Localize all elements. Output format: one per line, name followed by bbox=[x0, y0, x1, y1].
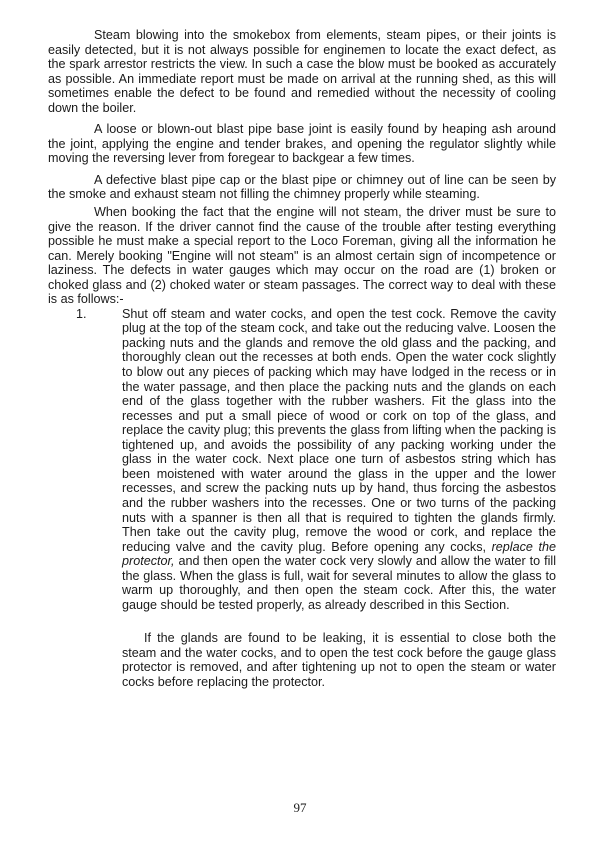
document-page bbox=[48, 28, 556, 690]
list-item-text bbox=[122, 307, 556, 612]
paragraph-booking-defects: When booking the fact that the engine will not steam, the driver must be sure to give the reason. If the driver cannot find the cause of the trouble after testing everything possible he must make a special report to the Loco Foreman, giving all the information he can. Merely booking "Engine will not steam" is an almost certain sign of incompetence or laziness. The defects in water gauges which may occur on the road are (1) broken or choked glass and (2) choked water or steam passages. The correct way to deal with these is as follows:- bbox=[48, 205, 556, 307]
list-item-number: 1. bbox=[76, 306, 87, 321]
list-item bbox=[76, 307, 556, 612]
list-item-text-before: Shut off steam and water cocks, and open the test cock. Remove the cavity plug at the top of the steam cock, and take out the reducing valve. Loosen the packing nuts and the glands and remove the old glass and the packing, and thoroughly clean out the recesses at both ends. Open the water cock slightly to blow out any pieces of packing which may have lodged in the recess or in the water passage, and then place the packing nuts and the glands on each end of the glass together with the rubber washers. Fit the glass into the recesses and put a small piece of wood or cork on top of the glass, and replace the cavity plug; this prevents the glass from lifting when the packing is tightened up, and avoids the possibility of any packing working under the glass in the water cock. Next place one turn of asbestos string which has been moistened with water around the glass in the upper and the lower recesses, and screw the packing nuts up by hand, thus forcing the asbestos and the rubber washers into the recesses. One or two turns of the packing nuts with a spanner is then all that is required to tighten the glands firmly. Then take out the cavity plug, remove the wood or cork, and replace the reducing valve and the cavity plug. Before opening any cocks, bbox=[122, 306, 556, 554]
paragraph-blast-pipe-joint: A loose or blown-out blast pipe base joint is easily found by heaping ash around the joint, applying the engine and tender brakes, and opening the regulator slightly while moving the reversing lever from foregear to backgear a few times. bbox=[48, 122, 556, 166]
paragraph-blast-pipe-cap: A defective blast pipe cap or the blast pipe or chimney out of line can be seen by the smoke and exhaust steam not filling the chimney properly while steaming. bbox=[48, 172, 556, 202]
numbered-list bbox=[48, 307, 556, 612]
list-item-emphasis: replace the protector, bbox=[122, 539, 556, 569]
page-number: 97 bbox=[293, 800, 307, 815]
note-paragraph: If the glands are found to be leaking, it is essential to close both the steam and the water cocks, and to open the test cock before the gauge glass protector is removed, and after tightening up not to open the steam or water cocks before replacing the protector. bbox=[122, 631, 556, 689]
paragraph-smokebox-steam: Steam blowing into the smokebox from elements, steam pipes, or their joints is easily detected, but it is not always possible for enginemen to locate the exact defect, as the spark arrestor restricts the view. In such a case the blow must be booked as accurately as possible. An immediate report must be made on arrival at the running shed, as this will sometimes enable the defect to be found and remedied without the necessity of cooling down the boiler. bbox=[48, 28, 556, 115]
list-item-text-after: and then open the water cock very slowly and allow the water to fill the glass. When the glass is full, wait for several minutes to allow the glass to warm up thoroughly, and then open the steam cock. After this, the water gauge should be tested properly, as already described in this Section. bbox=[122, 554, 556, 612]
